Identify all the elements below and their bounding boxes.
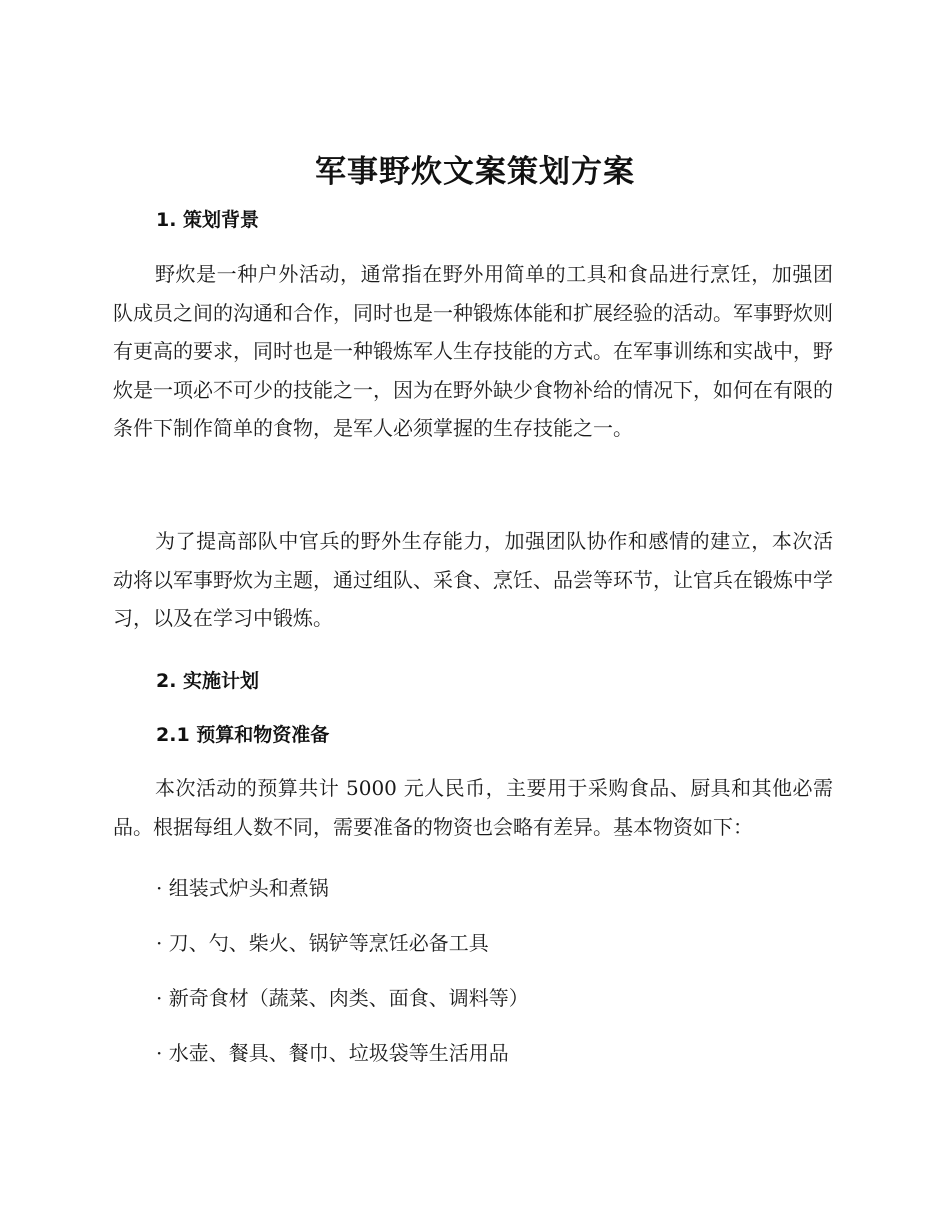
list-item: · 组装式炉头和煮锅 xyxy=(156,876,329,900)
paragraph-background-1: 野炊是一种户外活动，通常指在野外用简单的工具和食品进行烹饪，加强团队成员之间的沟通和合作，同时也是一种锻炼体能和扩展经验的活动。军事野炊则有更高的要求，同时也是一种锻炼军人生存技能的方式。在军事训练和实战中，野炊是一项必不可少的技能之一，因为在野外缺少食物补给的情况下，如何在有限的条件下制作简单的食物，是军人必须掌握的生存技能之一。 xyxy=(113,262,833,440)
section-heading-plan: 2. 实施计划 xyxy=(156,670,260,692)
list-item: · 新奇食材（蔬菜、肉类、面食、调料等） xyxy=(156,986,529,1010)
list-item: · 刀、勺、柴火、锅铲等烹饪必备工具 xyxy=(156,931,489,955)
document-title: 军事野炊文案策划方案 xyxy=(315,154,635,190)
paragraph-background-2: 为了提高部队中官兵的野外生存能力，加强团队协作和感情的建立，本次活动将以军事野炊为主题，通过组队、采食、烹饪、品尝等环节，让官兵在锻炼中学习，以及在学习中锻炼。 xyxy=(113,529,833,630)
subsection-heading-budget: 2.1 预算和物资准备 xyxy=(156,724,330,746)
section-heading-background: 1. 策划背景 xyxy=(156,209,260,231)
paragraph-budget: 本次活动的预算共计 5000 元人民币，主要用于采购食品、厨具和其他必需品。根据每组人数不同，需要准备的物资也会略有差异。基本物资如下： xyxy=(113,776,833,839)
list-item: · 水壶、餐具、餐巾、垃圾袋等生活用品 xyxy=(156,1041,509,1065)
